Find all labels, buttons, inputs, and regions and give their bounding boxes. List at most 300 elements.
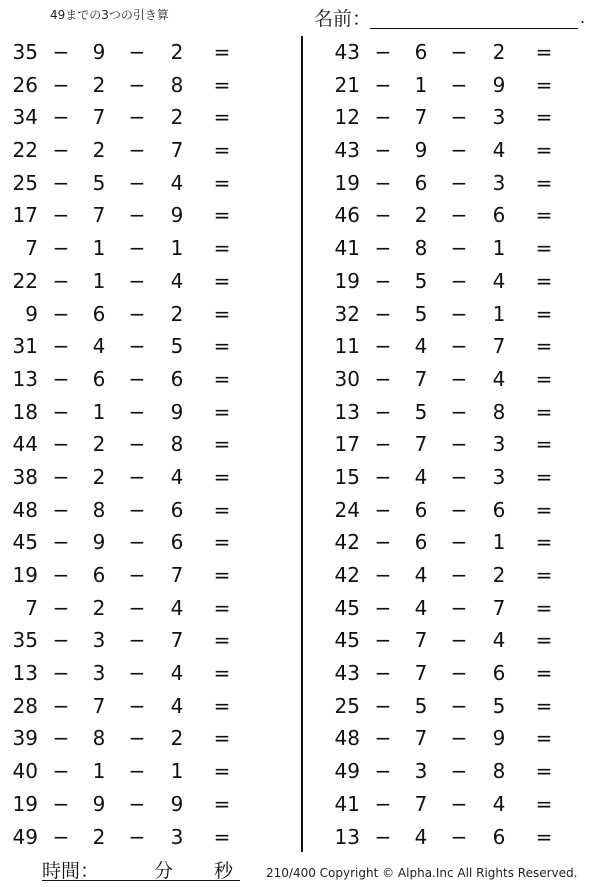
problem-row: [0, 69, 300, 102]
equals-sign: =: [213, 366, 231, 391]
equals-sign: =: [535, 236, 553, 261]
minus-sign: −: [128, 726, 146, 751]
time-label: 時間：: [42, 860, 100, 882]
minus-sign: −: [374, 791, 392, 816]
second-number: 6: [92, 301, 106, 326]
equals-sign: =: [213, 824, 231, 849]
minus-sign: −: [52, 693, 70, 718]
minus-sign: −: [374, 595, 392, 620]
equals-sign: =: [535, 432, 553, 457]
problem-row: [322, 69, 600, 102]
minus-sign: −: [450, 301, 468, 326]
minus-sign: −: [374, 138, 392, 163]
third-number: 7: [170, 628, 184, 653]
third-number: 1: [492, 301, 506, 326]
minus-sign: −: [450, 40, 468, 64]
minus-sign: −: [374, 726, 392, 751]
equals-sign: =: [535, 824, 553, 849]
second-number: 3: [414, 759, 428, 784]
third-number: 6: [170, 530, 184, 555]
minus-sign: −: [128, 268, 146, 293]
third-number: 7: [492, 595, 506, 620]
minus-sign: −: [374, 693, 392, 718]
second-number: 9: [414, 138, 428, 163]
third-number: 4: [170, 464, 184, 489]
second-number: 3: [92, 661, 106, 686]
minus-sign: −: [128, 366, 146, 391]
problem-row: [0, 592, 300, 625]
minus-sign: −: [128, 105, 146, 130]
first-number: 41: [334, 236, 360, 261]
third-number: 3: [492, 464, 506, 489]
first-number: 17: [12, 203, 38, 228]
second-number: 2: [414, 203, 428, 228]
equals-sign: =: [535, 791, 553, 816]
equals-sign: =: [213, 105, 231, 130]
right-problem-column: [322, 36, 600, 853]
minus-sign: −: [374, 399, 392, 424]
second-number: 1: [92, 268, 106, 293]
minus-sign: −: [128, 759, 146, 784]
third-number: 2: [170, 301, 184, 326]
second-number: 9: [92, 791, 106, 816]
problem-row: [0, 363, 300, 396]
problem-row: [322, 657, 600, 690]
minus-sign: −: [450, 693, 468, 718]
minus-sign: −: [450, 824, 468, 849]
equals-sign: =: [535, 497, 553, 522]
time-field[interactable]: [42, 856, 242, 882]
minus-sign: −: [52, 628, 70, 653]
first-number: 25: [12, 170, 38, 195]
first-number: 31: [12, 334, 38, 359]
minus-sign: −: [450, 366, 468, 391]
equals-sign: =: [213, 791, 231, 816]
third-number: 4: [170, 268, 184, 293]
second-number: 8: [92, 726, 106, 751]
first-number: 45: [334, 595, 360, 620]
problem-row: [0, 526, 300, 559]
first-number: 32: [334, 301, 360, 326]
first-number: 35: [12, 628, 38, 653]
minus-sign: −: [128, 464, 146, 489]
first-number: 43: [334, 40, 360, 64]
minus-sign: −: [374, 236, 392, 261]
problem-row: [0, 788, 300, 821]
minutes-label: 分: [154, 860, 174, 882]
minus-sign: −: [450, 661, 468, 686]
second-number: 4: [414, 595, 428, 620]
minus-sign: −: [128, 236, 146, 261]
minus-sign: −: [374, 301, 392, 326]
minus-sign: −: [374, 105, 392, 130]
equals-sign: =: [535, 268, 553, 293]
worksheet-title: 49までの3つの引き算: [50, 8, 169, 22]
second-number: 2: [92, 824, 106, 849]
second-number: 4: [414, 824, 428, 849]
problem-row: [322, 461, 600, 494]
second-number: 6: [92, 366, 106, 391]
equals-sign: =: [213, 563, 231, 587]
third-number: 9: [492, 726, 506, 751]
third-number: 1: [170, 236, 184, 261]
minus-sign: −: [52, 105, 70, 130]
minus-sign: −: [52, 824, 70, 849]
second-number: 5: [414, 399, 428, 424]
second-number: 4: [414, 563, 428, 587]
first-number: 13: [334, 824, 360, 849]
third-number: 8: [170, 72, 184, 97]
equals-sign: =: [535, 693, 553, 718]
second-number: 4: [92, 334, 106, 359]
first-number: 15: [334, 464, 360, 489]
problem-row: [322, 821, 600, 854]
minus-sign: −: [374, 759, 392, 784]
third-number: 3: [492, 105, 506, 130]
minus-sign: −: [374, 72, 392, 97]
equals-sign: =: [535, 595, 553, 620]
second-number: 1: [92, 236, 106, 261]
equals-sign: =: [213, 726, 231, 751]
second-number: 5: [414, 693, 428, 718]
minus-sign: −: [450, 563, 468, 587]
third-number: 1: [170, 759, 184, 784]
minus-sign: −: [128, 203, 146, 228]
minus-sign: −: [450, 497, 468, 522]
minus-sign: −: [128, 170, 146, 195]
third-number: 9: [170, 203, 184, 228]
equals-sign: =: [213, 661, 231, 686]
minus-sign: −: [374, 334, 392, 359]
minus-sign: −: [128, 530, 146, 555]
minus-sign: −: [128, 595, 146, 620]
third-number: 2: [170, 105, 184, 130]
third-number: 4: [492, 791, 506, 816]
first-number: 11: [334, 334, 360, 359]
problem-row: [0, 461, 300, 494]
minus-sign: −: [128, 628, 146, 653]
first-number: 46: [334, 203, 360, 228]
problem-row: [0, 265, 300, 298]
equals-sign: =: [213, 497, 231, 522]
third-number: 7: [492, 334, 506, 359]
minus-sign: −: [52, 138, 70, 163]
third-number: 3: [492, 170, 506, 195]
first-number: 38: [12, 464, 38, 489]
minus-sign: −: [374, 40, 392, 64]
copyright-text: 210/400 Copyright © Alpha.Inc All Rights Reserved.: [266, 866, 578, 880]
third-number: 8: [492, 759, 506, 784]
minus-sign: −: [52, 236, 70, 261]
equals-sign: =: [535, 399, 553, 424]
third-number: 6: [170, 497, 184, 522]
problem-row: [322, 298, 600, 331]
problem-row: [322, 330, 600, 363]
second-number: 9: [92, 40, 106, 64]
second-number: 1: [414, 72, 428, 97]
minus-sign: −: [374, 530, 392, 555]
problem-row: [0, 428, 300, 461]
minus-sign: −: [52, 432, 70, 457]
second-number: 2: [92, 432, 106, 457]
equals-sign: =: [213, 40, 231, 64]
first-number: 22: [12, 268, 38, 293]
minus-sign: −: [52, 661, 70, 686]
minus-sign: −: [374, 563, 392, 587]
problem-row: [0, 494, 300, 527]
third-number: 2: [170, 40, 184, 64]
equals-sign: =: [213, 268, 231, 293]
minus-sign: −: [128, 138, 146, 163]
first-number: 22: [12, 138, 38, 163]
problem-row: [0, 624, 300, 657]
second-number: 7: [414, 791, 428, 816]
first-number: 7: [25, 595, 38, 620]
third-number: 9: [170, 791, 184, 816]
minus-sign: −: [450, 72, 468, 97]
minus-sign: −: [450, 464, 468, 489]
problem-row: [0, 690, 300, 723]
minus-sign: −: [52, 530, 70, 555]
time-underline: [42, 880, 240, 881]
minus-sign: −: [374, 661, 392, 686]
equals-sign: =: [213, 170, 231, 195]
second-number: 6: [414, 497, 428, 522]
problem-row: [0, 722, 300, 755]
problem-row: [322, 167, 600, 200]
minus-sign: −: [52, 595, 70, 620]
minus-sign: −: [52, 301, 70, 326]
minus-sign: −: [374, 628, 392, 653]
equals-sign: =: [535, 726, 553, 751]
minus-sign: −: [374, 464, 392, 489]
third-number: 2: [492, 40, 506, 64]
minus-sign: −: [128, 693, 146, 718]
minus-sign: −: [450, 432, 468, 457]
equals-sign: =: [213, 595, 231, 620]
third-number: 5: [492, 693, 506, 718]
first-number: 40: [12, 759, 38, 784]
minus-sign: −: [128, 661, 146, 686]
equals-sign: =: [213, 759, 231, 784]
second-number: 6: [414, 170, 428, 195]
problem-row: [0, 36, 300, 69]
second-number: 5: [92, 170, 106, 195]
problem-row: [0, 330, 300, 363]
second-number: 3: [92, 628, 106, 653]
name-underline[interactable]: [370, 28, 578, 29]
minus-sign: −: [374, 268, 392, 293]
minus-sign: −: [128, 824, 146, 849]
problem-row: [0, 167, 300, 200]
minus-sign: −: [374, 366, 392, 391]
problem-row: [0, 232, 300, 265]
problem-row: [322, 232, 600, 265]
second-number: 2: [92, 138, 106, 163]
equals-sign: =: [213, 399, 231, 424]
equals-sign: =: [535, 170, 553, 195]
problem-row: [0, 821, 300, 854]
second-number: 4: [414, 334, 428, 359]
third-number: 4: [492, 366, 506, 391]
first-number: 19: [12, 791, 38, 816]
minus-sign: −: [450, 203, 468, 228]
third-number: 2: [170, 726, 184, 751]
second-number: 5: [414, 268, 428, 293]
minus-sign: −: [374, 203, 392, 228]
seconds-label: 秒: [214, 860, 234, 882]
first-number: 48: [12, 497, 38, 522]
minus-sign: −: [52, 40, 70, 64]
problem-row: [322, 36, 600, 69]
third-number: 6: [492, 203, 506, 228]
equals-sign: =: [213, 236, 231, 261]
minus-sign: −: [52, 497, 70, 522]
problem-row: [322, 624, 600, 657]
third-number: 8: [170, 432, 184, 457]
second-number: 5: [414, 301, 428, 326]
minus-sign: −: [374, 824, 392, 849]
second-number: 7: [92, 203, 106, 228]
problem-row: [0, 559, 300, 592]
name-field[interactable]: [314, 4, 584, 30]
minus-sign: −: [52, 268, 70, 293]
minus-sign: −: [128, 40, 146, 64]
equals-sign: =: [213, 628, 231, 653]
equals-sign: =: [535, 366, 553, 391]
name-label: 名前：: [314, 8, 372, 30]
third-number: 6: [492, 497, 506, 522]
first-number: 26: [12, 72, 38, 97]
first-number: 19: [334, 268, 360, 293]
equals-sign: =: [535, 530, 553, 555]
minus-sign: −: [52, 464, 70, 489]
first-number: 43: [334, 138, 360, 163]
equals-sign: =: [213, 203, 231, 228]
first-number: 45: [334, 628, 360, 653]
minus-sign: −: [52, 366, 70, 391]
first-number: 13: [334, 399, 360, 424]
minus-sign: −: [450, 105, 468, 130]
second-number: 7: [414, 105, 428, 130]
equals-sign: =: [535, 334, 553, 359]
equals-sign: =: [213, 138, 231, 163]
minus-sign: −: [52, 170, 70, 195]
first-number: 19: [12, 563, 38, 587]
second-number: 1: [92, 399, 106, 424]
third-number: 6: [170, 366, 184, 391]
problem-row: [322, 592, 600, 625]
problem-row: [322, 396, 600, 429]
column-divider: [301, 36, 303, 852]
minus-sign: −: [128, 563, 146, 587]
first-number: 24: [334, 497, 360, 522]
equals-sign: =: [535, 301, 553, 326]
minus-sign: −: [450, 759, 468, 784]
minus-sign: −: [52, 791, 70, 816]
first-number: 45: [12, 530, 38, 555]
third-number: 5: [170, 334, 184, 359]
second-number: 2: [92, 595, 106, 620]
first-number: 7: [25, 236, 38, 261]
second-number: 2: [92, 464, 106, 489]
first-number: 13: [12, 661, 38, 686]
problem-row: [0, 101, 300, 134]
second-number: 6: [414, 40, 428, 64]
problem-row: [0, 396, 300, 429]
first-number: 39: [12, 726, 38, 751]
first-number: 42: [334, 530, 360, 555]
problem-row: [0, 298, 300, 331]
minus-sign: −: [52, 726, 70, 751]
equals-sign: =: [535, 40, 553, 64]
second-number: 6: [414, 530, 428, 555]
second-number: 1: [92, 759, 106, 784]
third-number: 4: [492, 138, 506, 163]
first-number: 17: [334, 432, 360, 457]
equals-sign: =: [213, 693, 231, 718]
equals-sign: =: [535, 138, 553, 163]
second-number: 7: [414, 628, 428, 653]
minus-sign: −: [450, 170, 468, 195]
minus-sign: −: [450, 595, 468, 620]
second-number: 6: [92, 563, 106, 587]
third-number: 7: [170, 563, 184, 587]
problem-row: [322, 199, 600, 232]
problem-row: [322, 134, 600, 167]
first-number: 30: [334, 366, 360, 391]
first-number: 48: [334, 726, 360, 751]
problem-row: [0, 755, 300, 788]
second-number: 7: [92, 693, 106, 718]
minus-sign: −: [450, 399, 468, 424]
minus-sign: −: [128, 791, 146, 816]
first-number: 42: [334, 563, 360, 587]
second-number: 8: [414, 236, 428, 261]
third-number: 4: [492, 628, 506, 653]
third-number: 3: [492, 432, 506, 457]
problem-row: [322, 755, 600, 788]
second-number: 4: [414, 464, 428, 489]
minus-sign: −: [128, 72, 146, 97]
third-number: 1: [492, 236, 506, 261]
first-number: 19: [334, 170, 360, 195]
third-number: 9: [492, 72, 506, 97]
second-number: 2: [92, 72, 106, 97]
minus-sign: −: [128, 399, 146, 424]
equals-sign: =: [535, 203, 553, 228]
first-number: 49: [12, 824, 38, 849]
minus-sign: −: [450, 138, 468, 163]
equals-sign: =: [213, 72, 231, 97]
minus-sign: −: [52, 203, 70, 228]
problem-row: [322, 559, 600, 592]
first-number: 12: [334, 105, 360, 130]
first-number: 21: [334, 72, 360, 97]
third-number: 4: [170, 595, 184, 620]
problem-row: [322, 526, 600, 559]
equals-sign: =: [535, 759, 553, 784]
first-number: 35: [12, 40, 38, 64]
equals-sign: =: [213, 432, 231, 457]
second-number: 9: [92, 530, 106, 555]
problem-row: [322, 363, 600, 396]
problem-row: [322, 722, 600, 755]
minus-sign: −: [450, 726, 468, 751]
third-number: 4: [492, 268, 506, 293]
third-number: 8: [492, 399, 506, 424]
first-number: 25: [334, 693, 360, 718]
